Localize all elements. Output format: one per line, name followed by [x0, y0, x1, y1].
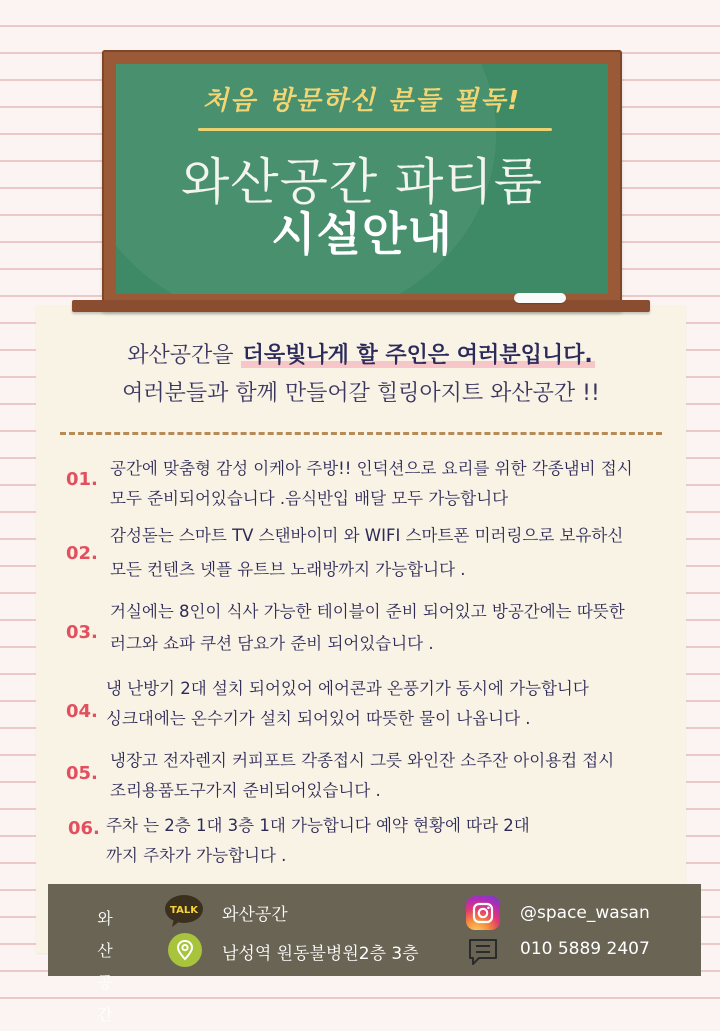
- instagram-handle[interactable]: @space_wasan: [520, 903, 650, 923]
- address-text: 남성역 원동불병원2층 3층: [222, 944, 419, 964]
- board-kicker: 처음 방문하신 분들 필독!: [202, 86, 522, 116]
- item-line: 러그와 쇼파 쿠션 담요가 준비 되어있습니다 .: [110, 634, 434, 653]
- item-number: 04.: [66, 701, 98, 722]
- item-number: 05.: [66, 763, 98, 784]
- item-line: 모든 컨텐츠 넷플 유트브 노래방까지 가능합니다 .: [110, 560, 466, 579]
- item-line: 모두 준비되어있습니다 .음식반입 배달 모두 가능합니다: [110, 489, 509, 508]
- item-line: 냉 난방기 2대 설치 되어있어 에어콘과 온풍기가 동시에 가능합니다: [106, 679, 589, 698]
- item-number: 02.: [66, 543, 98, 564]
- list-item: [106, 674, 676, 734]
- brand-line-2: 공 간: [97, 973, 123, 1024]
- item-line: 공간에 맞춤형 감성 이케아 주방!! 인덕션으로 요리를 위한 각종냄비 접시: [110, 459, 633, 478]
- list-item: [106, 811, 676, 871]
- item-line: 조리용품도구가지 준비되어있습니다 .: [110, 781, 381, 800]
- board-subtitle: 시설안내: [271, 207, 453, 261]
- list-item: [110, 746, 680, 806]
- item-line: 싱크대에는 온수기가 설치 되어있어 따뜻한 물이 나옵니다 .: [106, 709, 531, 728]
- intro-line-2: 여러분들과 함께 만들어갈 힐링아지트 와산공간 !!: [122, 381, 600, 406]
- item-line: 냉장고 전자렌지 커피포트 각종접시 그릇 와인잔 소주잔 아이용컵 접시: [110, 751, 615, 770]
- item-number: 01.: [66, 469, 98, 490]
- intro-prefix: 와산공간을: [127, 343, 241, 368]
- item-line: 감성돋는 스마트 TV 스탠바이미 와 WIFI 스마트폰 미러링으로 보유하신: [110, 526, 624, 545]
- talk-badge-label: TALK: [170, 905, 198, 916]
- intro-line-1: [36, 338, 686, 369]
- location-pin-icon[interactable]: [168, 933, 202, 967]
- item-number: 03.: [66, 622, 98, 643]
- list-item: [110, 454, 680, 514]
- dashed-divider: [60, 432, 662, 435]
- phone-number[interactable]: 010 5889 2407: [520, 939, 650, 959]
- footer-brand: [80, 903, 140, 1031]
- kakaotalk-icon[interactable]: [164, 894, 204, 928]
- chalk-icon: [514, 293, 566, 303]
- item-number: 06.: [68, 818, 100, 839]
- intro-highlight: 더욱빛나게 할 주인은 여러분입니다.: [242, 343, 593, 368]
- item-line: 주차 는 2층 1대 3층 1대 가능합니다 예약 현황에 따라 2대: [106, 816, 530, 835]
- item-line: 거실에는 8인이 식사 가능한 테이블이 준비 되어있고 방공간에는 따뜻한: [110, 602, 625, 621]
- brand-line-1: 와 산: [97, 909, 123, 960]
- kakao-name: 와산공간: [222, 905, 288, 925]
- kicker-underline: [198, 128, 552, 131]
- instagram-icon[interactable]: [466, 896, 500, 930]
- list-item: [110, 521, 680, 585]
- item-line: 까지 주차가 가능합니다 .: [106, 846, 287, 865]
- list-item: [110, 597, 680, 659]
- board-title: 와산공간 파티룸: [181, 153, 543, 211]
- message-icon[interactable]: [466, 934, 502, 970]
